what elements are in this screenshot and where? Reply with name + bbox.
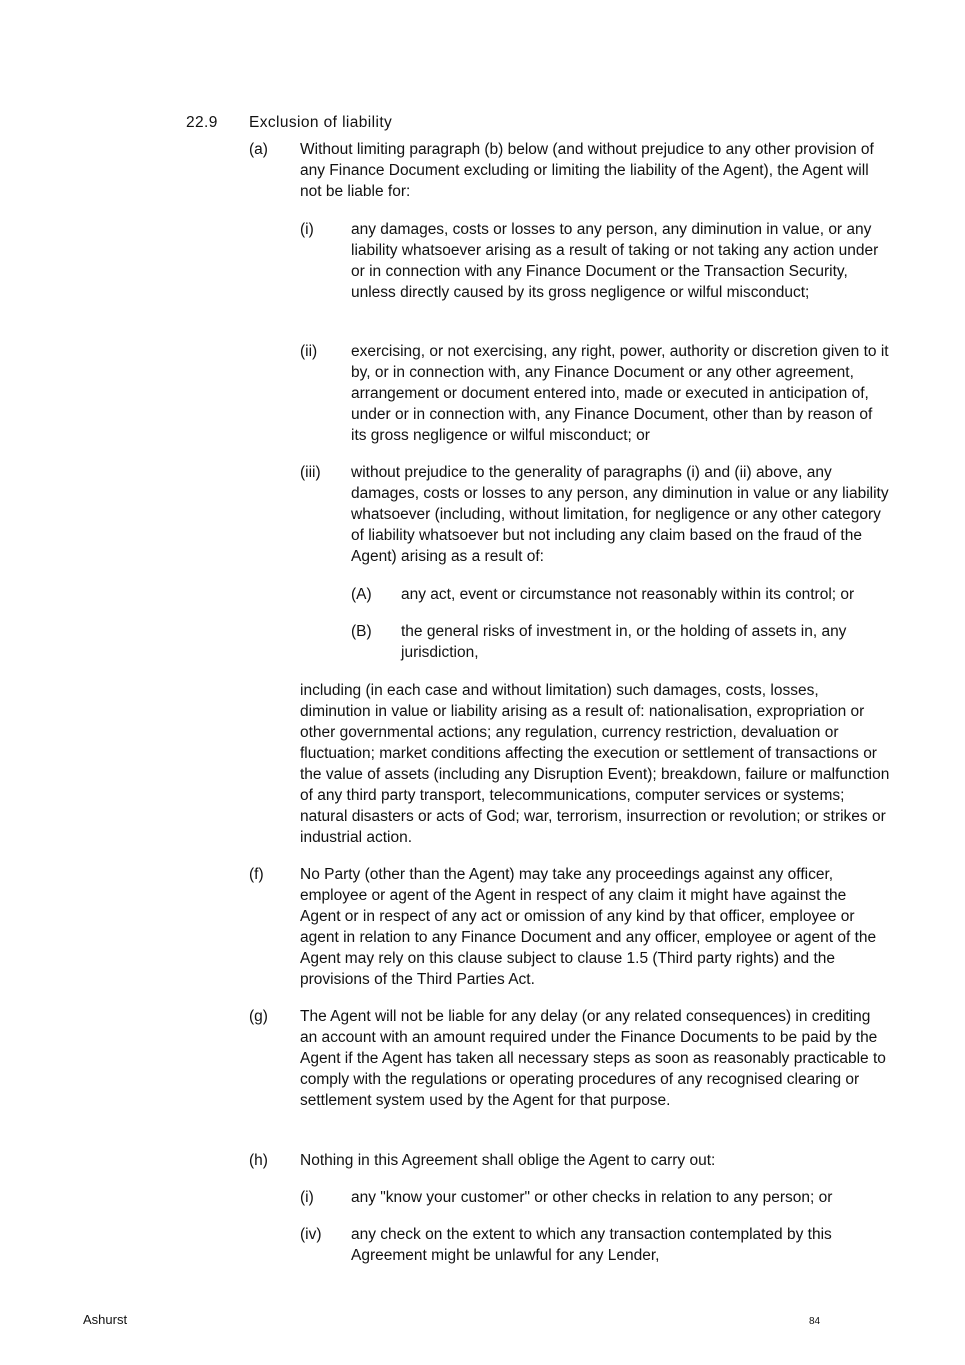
paragraph-label: (a): [249, 141, 268, 158]
paragraph-text: any "know your customer" or other checks in relation to any person; or: [351, 1189, 833, 1206]
paragraph-text: the general risks of investment in, or the holding of assets in, any jurisdiction,: [401, 623, 847, 661]
paragraph-label: (i): [300, 1189, 314, 1206]
paragraph-text: Nothing in this Agreement shall oblige the Agent to carry out:: [300, 1152, 716, 1169]
paragraph-a-continuation: including (in each case and without limitation) such damages, costs, losses, diminution in value or liability arising as a result of: nationalisation, expropriation or other governmental actions; any regulation, currency restriction, devaluation or fluctuation; market conditions affecting the execution or settlement of transactions or the value of assets (including any Disruption Event); breakdown, failure or malfunction of any third party transport, telecommunications, computer services or systems; natural disasters or acts of God; war, terrorism, insurrection or revolution; or strikes or industrial action.: [300, 682, 890, 846]
page-number: 84: [809, 1316, 821, 1327]
paragraph-text: exercising, or not exercising, any right, power, authority or discretion given to it by, or in connection with, any Finance Document or any other agreement, arrangement or document entered into, made or executed in anticipation of, under or in connection with, any Finance Document, other than by reason of its gross negligence or wilful misconduct; or: [351, 343, 889, 444]
paragraph-text: any check on the extent to which any transaction contemplated by this Agreement might be unlawful for any Lender,: [351, 1226, 832, 1264]
paragraph-label: (f): [249, 866, 264, 883]
paragraph-label: (iv): [300, 1226, 322, 1243]
paragraph-text: The Agent will not be liable for any delay (or any related consequences) in crediting an account with an amount required under the Finance Documents to be paid by the Agent if the Agent has taken all necessary steps as soon as reasonably practicable to comply with the regulations or operating procedures of any recognised clearing or settlement system used by the Agent for that purpose.: [300, 1008, 886, 1109]
paragraph-text: any damages, costs or losses to any person, any diminution in value, or any liability whatsoever arising as a result of taking or not taking any action under or in connection with any Finance Document or the Transaction Security, unless directly caused by its gross negligence or wilful misconduct;: [351, 221, 879, 301]
section-title: Exclusion of liability: [249, 114, 393, 131]
paragraph-label: (ii): [300, 343, 318, 360]
paragraph-label: (A): [351, 586, 372, 603]
paragraph-text: No Party (other than the Agent) may take any proceedings against any officer, employee or agent of the Agent in respect of any claim it might have against the Agent or in respect of any act or omission of any kind by that officer, employee or agent in relation to any Finance Document and any officer, employee or agent of the Agent may rely on this clause subject to clause 1.5 (Third party rights) and the provisions of the Third Parties Act.: [300, 866, 877, 988]
paragraph-text: any act, event or circumstance not reasonably within its control; or: [401, 586, 855, 603]
footer-firm-name: Ashurst: [83, 1312, 128, 1327]
paragraph-label: (i): [300, 221, 314, 238]
paragraph-text: without prejudice to the generality of paragraphs (i) and (ii) above, any damages, costs or losses to any person, any diminution in value or any liability whatsoever (including, without limitation, for negligence or any other category of liability whatsoever but not including any claim based on the fraud of the Agent) arising as a result of:: [351, 464, 889, 565]
paragraph-label: (h): [249, 1152, 268, 1169]
paragraph-label: (g): [249, 1008, 268, 1025]
paragraph-label: (B): [351, 623, 372, 640]
section-number: 22.9: [186, 114, 218, 131]
paragraph-label: (iii): [300, 464, 321, 481]
paragraph-text: Without limiting paragraph (b) below (and without prejudice to any other provision of any Finance Document excluding or limiting the liability of the Agent), the Agent will not be liable for:: [300, 141, 874, 200]
